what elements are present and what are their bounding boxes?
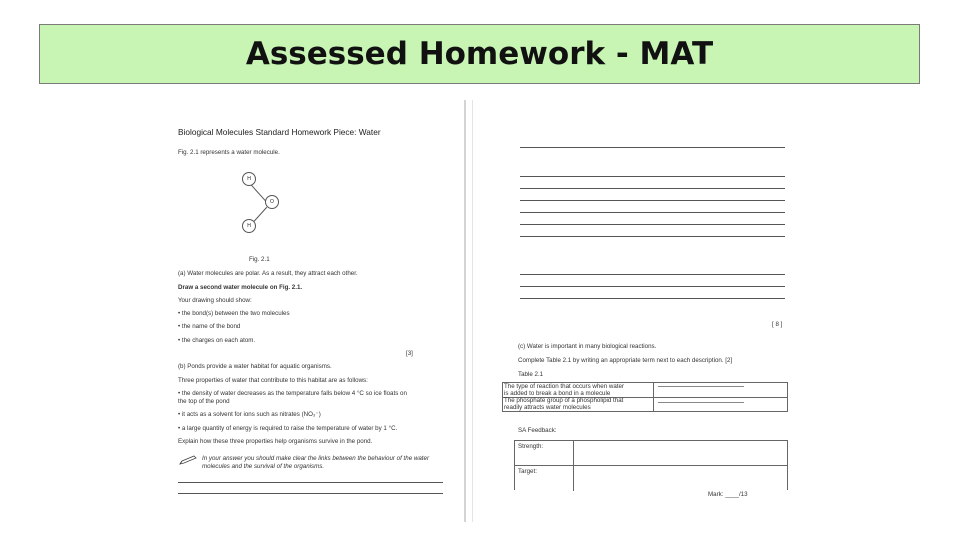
question-c-instruction: Complete Table 2.1 by writing an appropriate term next to each description. [2] bbox=[518, 357, 733, 364]
question-a-bullet: • the bond(s) between the two molecules bbox=[178, 310, 290, 317]
question-b-note: In your answer you should make clear the links between the behaviour of the water bbox=[202, 455, 430, 462]
question-a-text: (a) Water molecules are polar. As a result, they attract each other. bbox=[178, 270, 358, 277]
answer-line bbox=[520, 236, 785, 237]
homework-page-right bbox=[500, 100, 790, 522]
question-a-should-show: Your drawing should show: bbox=[178, 297, 252, 304]
slide-title: Assessed Homework - MAT bbox=[245, 36, 714, 72]
question-a-instruction: Draw a second water molecule on Fig. 2.1. bbox=[178, 284, 303, 291]
question-b-bullet: • the density of water decreases as the temperature falls below 4 °C so ice floats on bbox=[178, 390, 407, 397]
answer-line bbox=[520, 274, 785, 275]
feedback-title: SA Feedback: bbox=[518, 427, 557, 434]
answer-line bbox=[520, 224, 785, 225]
table-answer-field[interactable] bbox=[658, 402, 744, 403]
question-b-note: molecules and the survival of the organisms. bbox=[202, 463, 325, 470]
page-divider bbox=[472, 100, 473, 522]
strength-label: Strength: bbox=[518, 443, 544, 450]
table-row-desc: The phosphate group of a phospholipid that bbox=[504, 397, 624, 404]
title-banner bbox=[39, 24, 920, 84]
answer-line bbox=[520, 176, 785, 177]
page-divider bbox=[464, 100, 466, 522]
table-row-desc: readily attracts water molecules bbox=[504, 404, 591, 411]
table-row-desc: The type of reaction that occurs when water bbox=[504, 383, 625, 390]
question-b-bullet: • a large quantity of energy is required to raise the temperature of water by 1 °C. bbox=[178, 425, 398, 432]
homework-page-left bbox=[170, 100, 466, 522]
question-b-bullet: • it acts as a solvent for ions such as nitrates (NO₃⁻) bbox=[178, 411, 321, 418]
answer-line bbox=[520, 147, 785, 148]
question-b-explain: Explain how these three properties help organisms survive in the pond. bbox=[178, 438, 373, 445]
hydrogen-atom-bottom: H bbox=[242, 219, 256, 233]
pencil-icon bbox=[178, 455, 198, 465]
feedback-divider bbox=[573, 441, 574, 491]
oxygen-atom: O bbox=[265, 195, 279, 209]
answer-line bbox=[520, 286, 785, 287]
fig-intro: Fig. 2.1 represents a water molecule. bbox=[178, 149, 280, 156]
feedback-divider bbox=[515, 465, 787, 466]
hydrogen-atom-top: H bbox=[242, 172, 256, 186]
mark-label: Mark: ____/13 bbox=[708, 491, 748, 498]
question-c-text: (c) Water is important in many biological reactions. bbox=[518, 343, 657, 350]
question-b-bullet: the top of the pond bbox=[178, 398, 230, 405]
answer-line bbox=[520, 212, 785, 213]
answer-line bbox=[520, 188, 785, 189]
question-b-text: (b) Ponds provide a water habitat for aquatic organisms. bbox=[178, 363, 332, 370]
table-answer-field[interactable] bbox=[658, 386, 744, 387]
table-label: Table 2.1 bbox=[518, 371, 544, 378]
answer-line bbox=[520, 298, 785, 299]
answer-line bbox=[178, 482, 443, 483]
question-a-marks: [3] bbox=[406, 350, 413, 357]
bond-top bbox=[250, 184, 266, 202]
question-b-marks: [ 8 ] bbox=[772, 321, 783, 328]
feedback-table bbox=[514, 440, 788, 490]
fig-caption: Fig. 2.1 bbox=[249, 256, 270, 263]
answer-line bbox=[520, 200, 785, 201]
question-a-bullet: • the name of the bond bbox=[178, 323, 241, 330]
table-row-desc: is added to break a bond in a molecule bbox=[504, 390, 611, 397]
worksheet-heading: Biological Molecules Standard Homework Piece: Water bbox=[178, 127, 381, 137]
answer-line bbox=[178, 493, 443, 494]
target-label: Target: bbox=[518, 468, 537, 475]
question-b-properties: Three properties of water that contribute to this habitat are as follows: bbox=[178, 377, 368, 384]
question-a-bullet: • the charges on each atom. bbox=[178, 337, 256, 344]
